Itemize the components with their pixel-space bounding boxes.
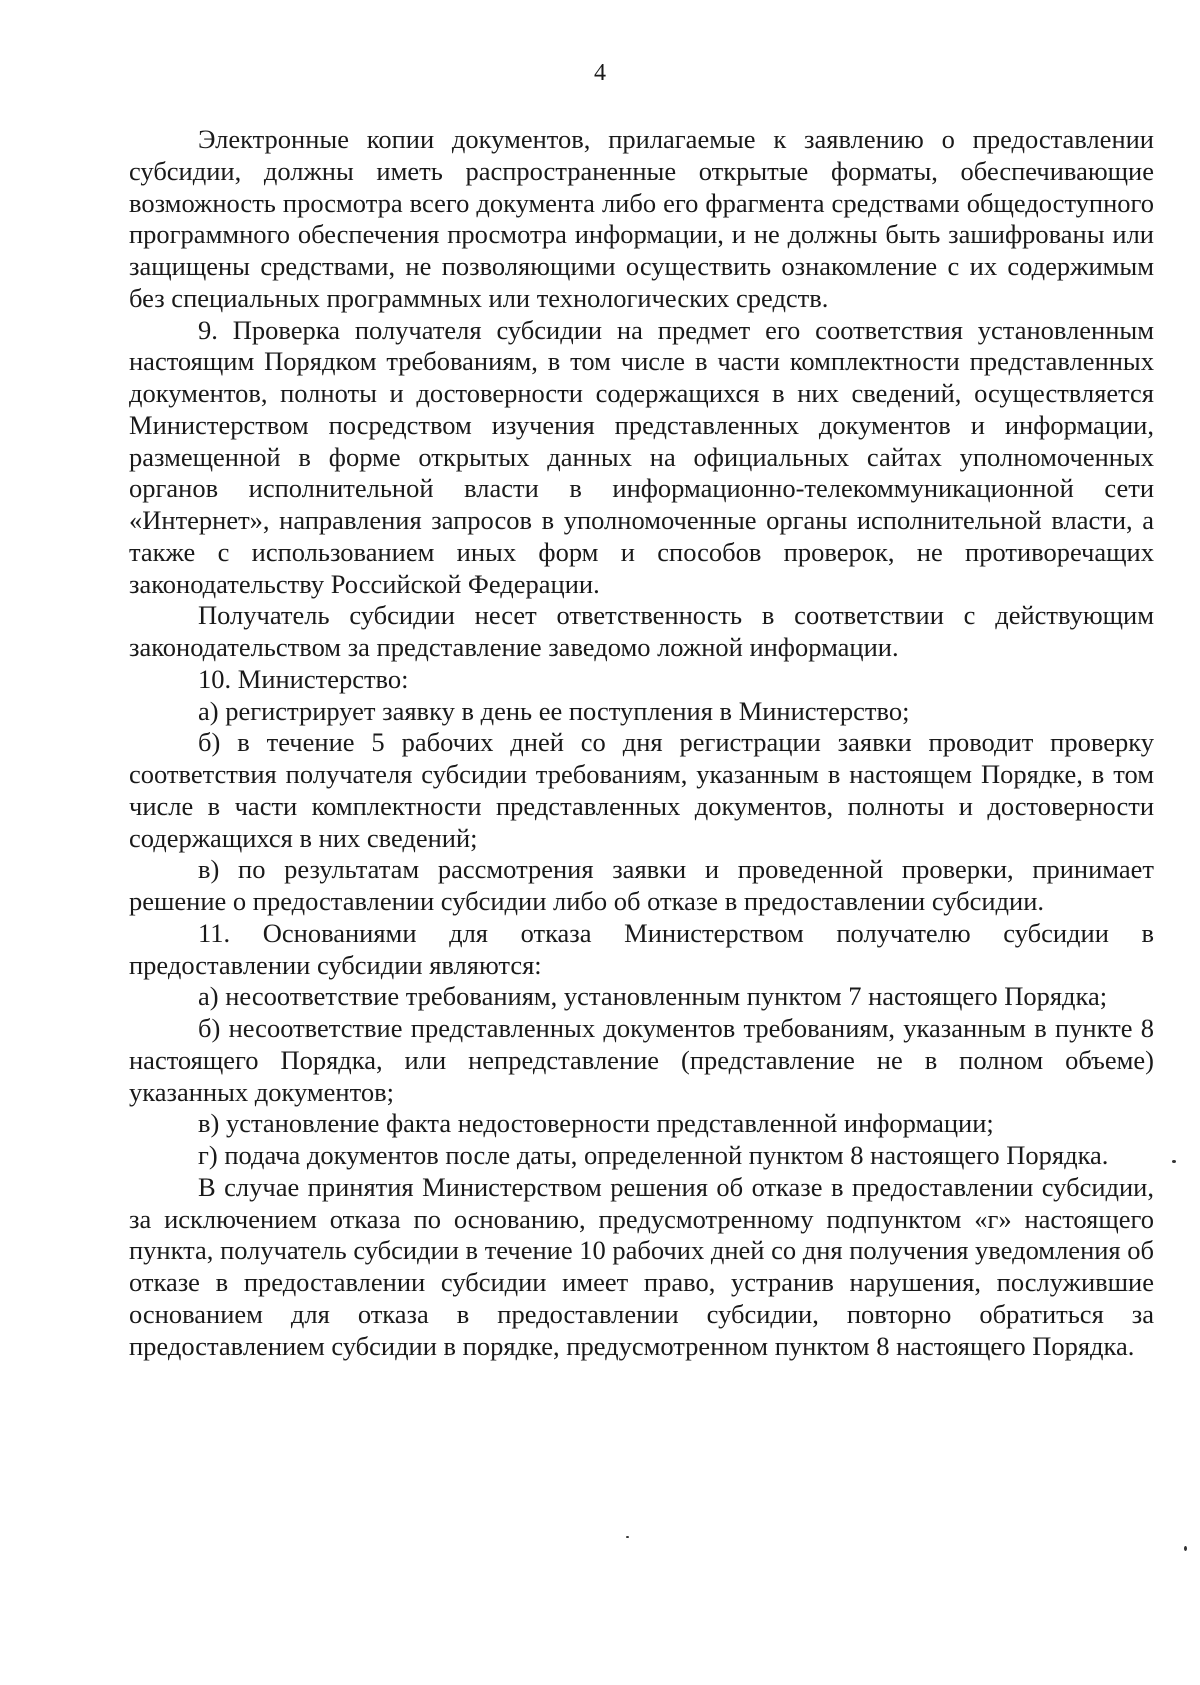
paragraph-refusal-case: В случае принятия Министерством решения об отказе в предоставлении субсидии, за исключением отказа по основанию, предусмотренному подпунктом «г» настоящего пункта, получатель субсидии в течение 10 рабочих дней со дня получения уведомления об отказе в предоставлении субсидии имеет право, устранив нарушения, послужившие основанием для отказа в предоставлении субсидии, повторно обратиться за предоставлением субсидии в порядке, предусмотренном пунктом 8 настоящего Порядка.: [129, 1171, 1154, 1361]
paragraph-item-9: 9. Проверка получателя субсидии на предмет его соответствия установленным настоящим Порядком требованиям, в том числе в части комплектности представленных документов, полноты и достоверности содержащихся в них сведений, осуществляется Министерством посредством изучения представленных документов и информации, размещенной в форме открытых данных на официальных сайтах уполномоченных органов исполнительной власти в информационно-телекоммуникационной сети «Интернет», направления запросов в уполномоченные органы исполнительной власти, а также с использованием иных форм и способов проверок, не противоречащих законодательству Российской Федерации.: [129, 314, 1154, 599]
paragraph-electronic-copies: Электронные копии документов, прилагаемые к заявлению о предоставлении субсидии, должны иметь распространенные открытые форматы, обеспечивающие возможность просмотра всего документа либо его фрагмента средствами общедоступного программного обеспечения просмотра информации, и не должны быть зашифрованы или защищены средствами, не позволяющими осуществить ознакомление с их содержимым без специальных программных или технологических средств.: [129, 124, 1154, 313]
paragraph-item-10-v: в) по результатам рассмотрения заявки и проведенной проверки, принимает решение о предоставлении субсидии либо об отказе в предоставлении субсидии.: [129, 854, 1154, 916]
paragraph-item-11-g: г) подача документов после даты, определенной пунктом 8 настоящего Порядка.: [198, 1140, 1109, 1170]
scan-artifact: [1172, 1160, 1176, 1163]
paragraph-responsibility: Получатель субсидии несет ответственность в соответствии с действующим законодательством за представление заведомо ложной информации.: [129, 600, 1154, 662]
paragraph-item-10-a: а) регистрирует заявку в день ее поступления в Министерство;: [198, 695, 910, 726]
scan-artifact: [1184, 1546, 1187, 1551]
paragraph-item-11-b: б) несоответствие представленных документов требованиям, указанным в пункте 8 настоящего Порядка, или непредставление (представление не в полном объеме) указанных документов;: [129, 1013, 1154, 1107]
paragraph-item-11-a: а) несоответствие требованиям, установленным пунктом 7 настоящего Порядка;: [198, 981, 1108, 1012]
document-body: [129, 124, 1154, 1362]
paragraph-item-11: 11. Основаниями для отказа Министерством получателю субсидии в предоставлении субсидии являются:: [129, 917, 1154, 980]
paragraph-item-10: 10. Министерство:: [198, 663, 409, 694]
paragraph-item-11-v: в) установление факта недостоверности представленной информации;: [198, 1108, 994, 1139]
paragraph-item-10-b: б) в течение 5 рабочих дней со дня регистрации заявки проводит проверку соответствия получателя субсидии требованиям, указанным в настоящем Порядке, в том числе в части комплектности представленных документов, полноты и достоверности содержащихся в них сведений;: [129, 727, 1154, 853]
scan-artifact: [626, 1536, 629, 1538]
page-number: 4: [594, 60, 606, 86]
